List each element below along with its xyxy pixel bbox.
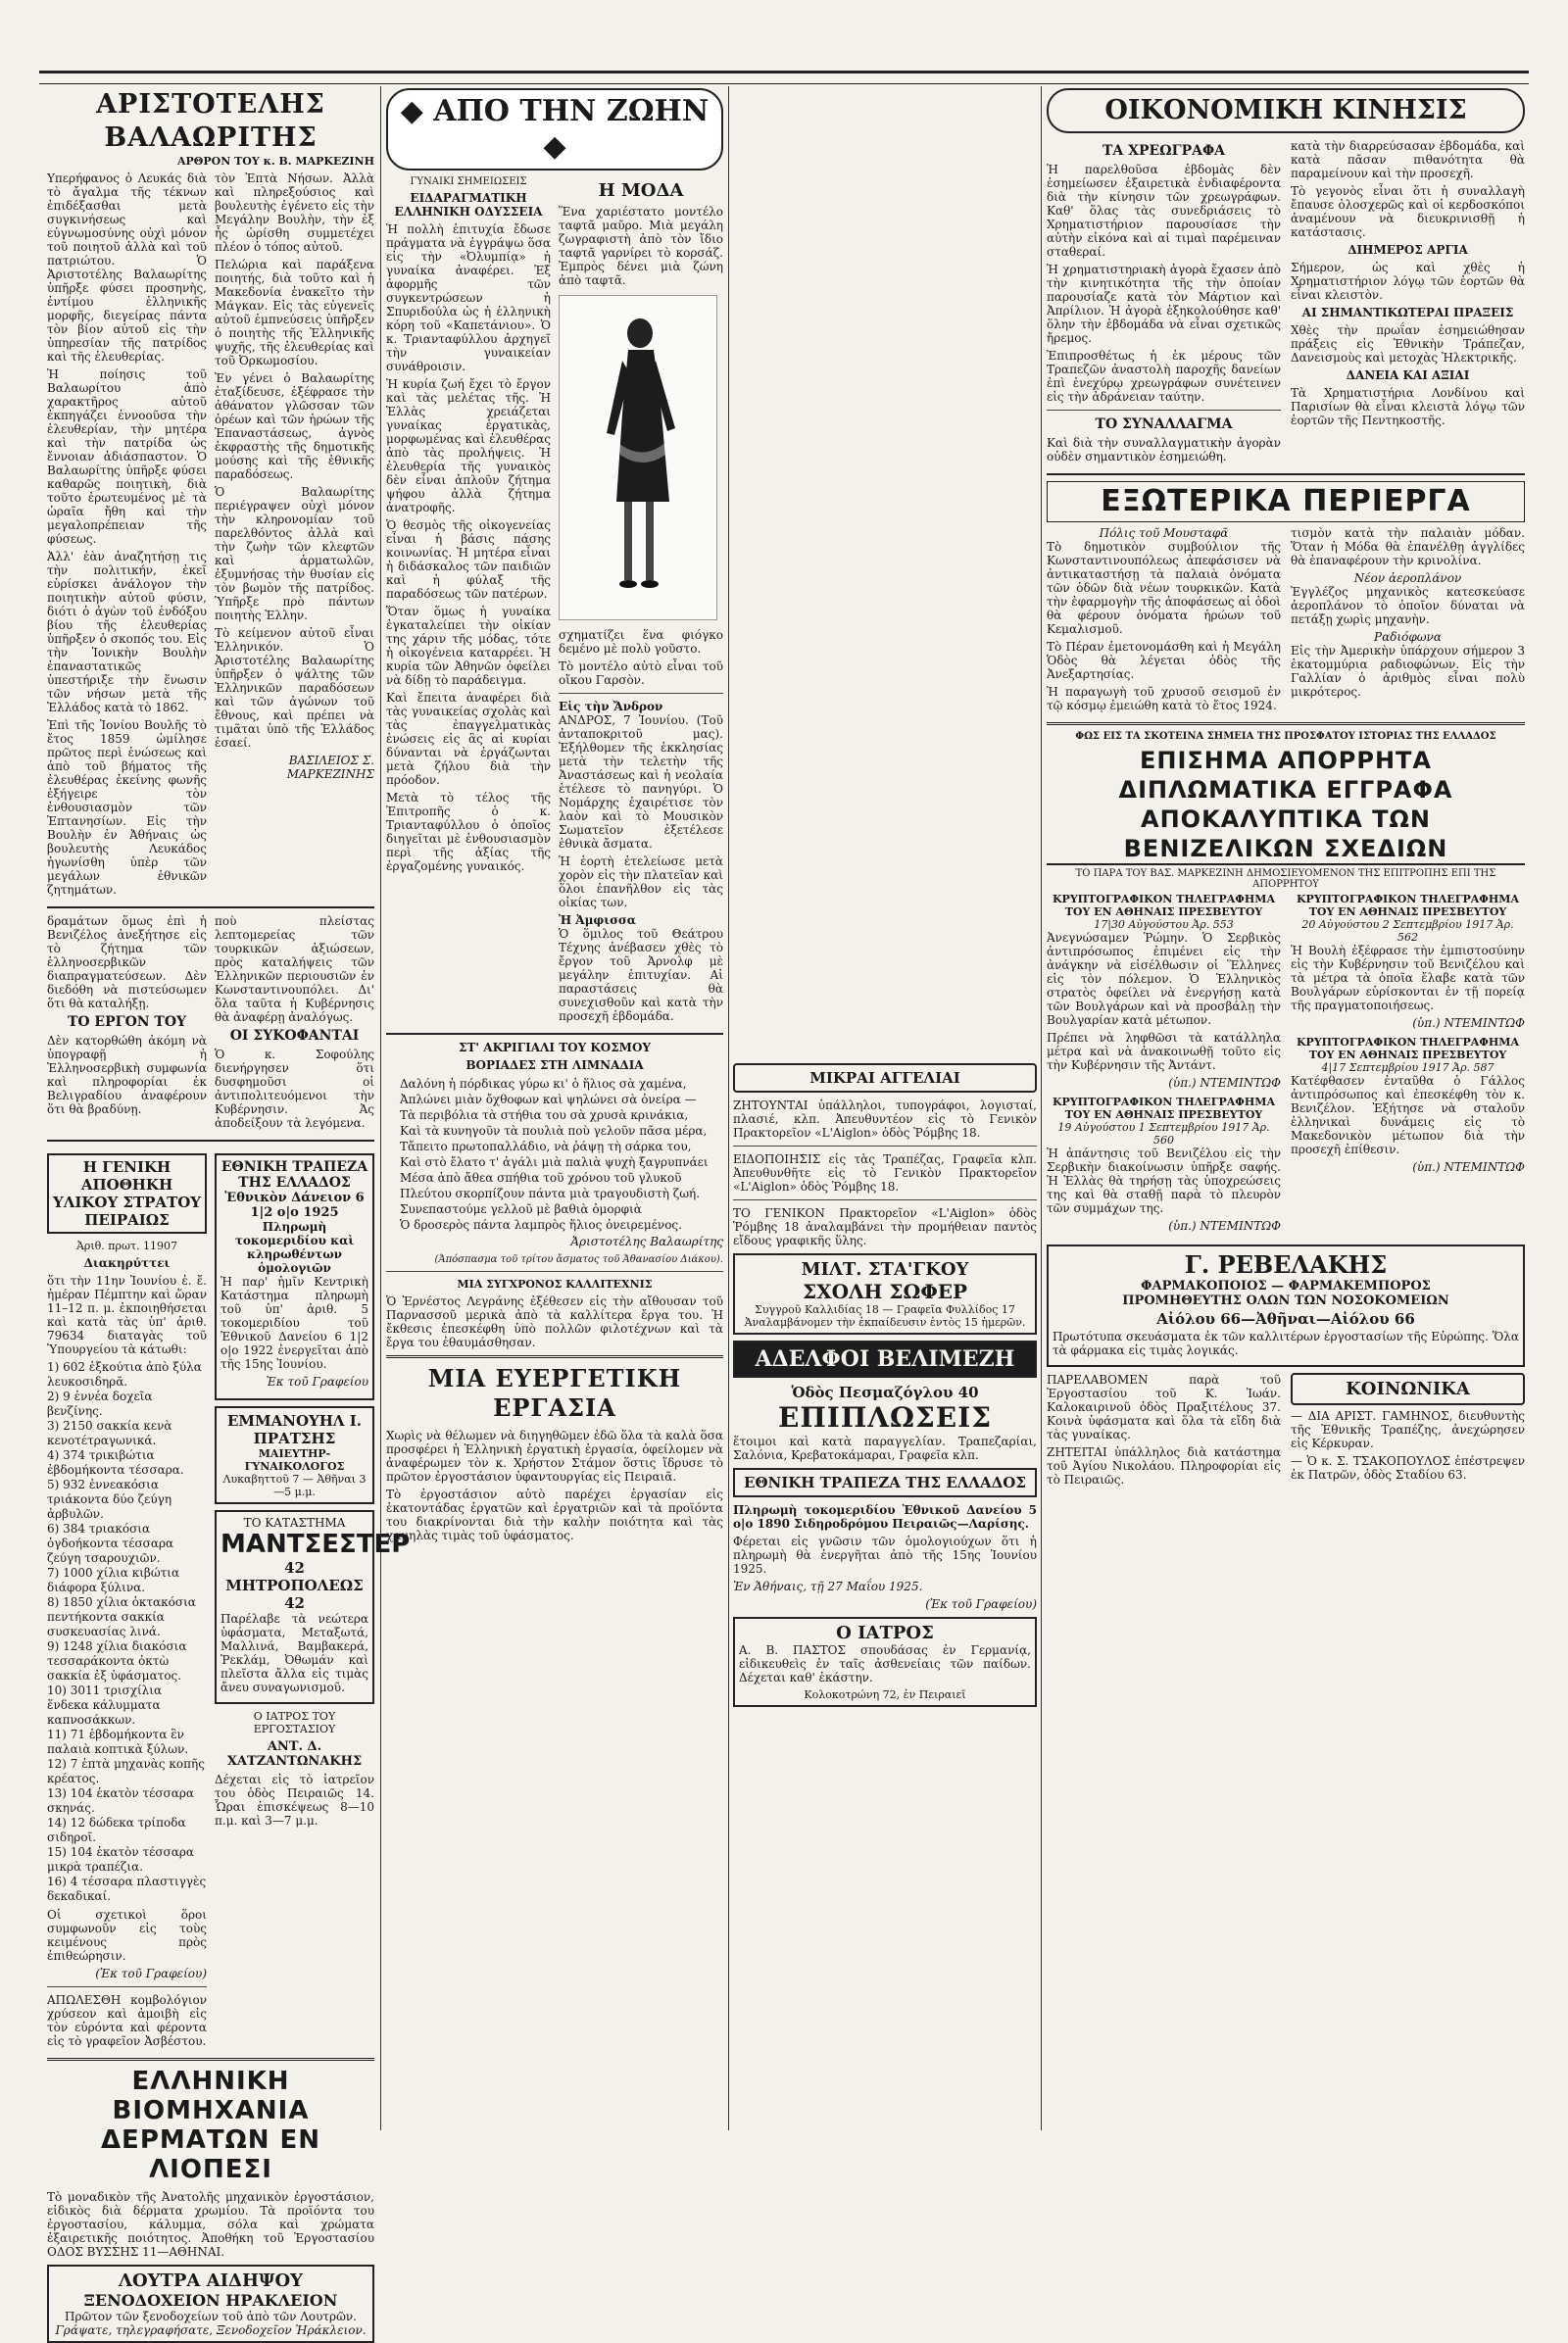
notice-title: Η ΓΕΝΙΚΗ ΑΠΟΘΗΚΗ ΥΛΙΚΟΥ ΣΤΡΑΤΟΥ ΠΕΙΡΑΙΩΣ [52,1158,202,1229]
notice-item: 7) 1000 χίλια κιβώτια διάφορα ξύλινα. [47,1566,180,1594]
fashion-footer: Τὸ μοντέλο αὐτὸ εἶναι τοῦ οἴκου Γαρσὸν. [559,659,723,687]
report-heading: Ἡ Ἀμφισσα [559,913,636,927]
leather-ad-text: Τὸ μοναδικὸν τῆς Ἀνατολῆς μηχανικὸν ἐργοστάσιον, εἰδικὸς διὰ δέρματα χρωμίου. Τὰ προϊόντα του ἐργοστασίου, κάλυμμα, σόλα καὶ χρώματα ἐξαιρετικῆς ποιότητος. Ἀποθήκη τοῦ Ἐργοστασίου ΟΔΟΣ ΒΥΣΣΗΣ 11—ΑΘΗΝΑΙ. [47,2190,374,2259]
article-paragraph: Πελώρια καὶ παράξενα ποιητής, διὰ τοῦτο καὶ ἡ Μακεδονία ἐνακεῖτο τὴν Μάγκαν. Εἰς τὰς εὐγενεῖς αὐτοῦ ἐμπνεύσεις ὑπῆρξεν ὁ ποιητὴς τῆς Ἑλληνικῆς ψυχῆς, τῆς ἐλευθερίας καὶ τοῦ Ὀρκωμοσίου. [215,258,374,367]
notice-item: 1) 602 ἐξκούτια ἀπὸ ξύλα λευκοσιδηρᾶ. [47,1360,202,1389]
notice-item: 11) 71 ἑβδομήκοντα ἓν παλαιὰ κοπτικὰ ξύλων. [47,1728,189,1756]
notice-item: 8) 1850 χίλια ὀκτακόσια πεντήκοντα σακκία συσκευασίας λινά. [47,1595,196,1638]
notice-item: 15) 104 ἑκατὸν τέσσαρα μικρὰ τραπέζια. [47,1845,194,1874]
notice-item: 12) 7 ἑπτὰ μηχανὰς κοπῆς κρέατος. [47,1757,205,1785]
item-paragraph: Τὸ Πέραν ἐμετονομάσθη καὶ ἡ Μεγάλη Ὁδὸς θὰ λέγεται ὁδὸς τῆς Ἀνεξαρτησίας. [1047,640,1281,681]
shop-pretitle: ΤΟ ΚΑΤΑΣΤΗΜΑ [243,1516,346,1530]
bank-ad-source: Ἐκ τοῦ Γραφείου [266,1375,368,1389]
notice-source: (Ἐκ τοῦ Γραφείου) [95,1967,207,1980]
notice-subtitle: Διακηρύττει [83,1256,171,1270]
fashion-text: Ἕνα χαριέστατο μοντέλο ταφτᾶ μαῦρο. Μιὰ μεγάλη ζωγραφιστὴ ἀπὸ τὸν ἴδιο ταφτᾶ γαρνίρει τὸ κορσάζ. Ἐμπρὸς δένει μιὰ ζώνη ἀπὸ ταφτᾶ. [559,205,723,287]
poem-source: (Ἀπόσπασμα τοῦ τρίτου ἄσματος τοῦ Ἀθανασίου Διάκου). [434,1254,723,1265]
furniture-ad-address: Ὁδὸς Πεσμαζόγλου 40 [791,1384,979,1401]
telegram-date: 4|17 Σεπτεμβρίου 1917 Ἀρ. 587 [1321,1061,1494,1074]
article-paragraph: Ὁ θεσμὸς τῆς οἰκογενείας εἶναι ἡ βάσις πάσης κοινωνίας. Ἡ μητέρα εἶναι ἡ διδάσκαλος τῶν παιδιῶν καὶ ἡ φύλαξ τῆς παραδόσεως τῶν πατέρων. [386,518,551,601]
poem-line: Τὰ περιβόλια τὰ στήθια του σὰ χρυσὰ κρινάκια, [400,1108,689,1122]
school-text: Ἀναλαμβάνομεν τὴν ἐκπαίδευσιν ἐντὸς 15 ἡμερῶν. [744,1316,1026,1329]
telegram-text: Ἡ Βουλὴ ἐξέφρασε τὴν ἐμπιστοσύνην εἰς τὴν Κυβέρνησιν τοῦ Βενιζέλου καὶ τὰ μέτρα τὰ ὁποῖα ἔλαβε κατὰ τῶν Βουλγάρων εὑρίσκονται ἐν τῇ πορείᾳ τῆς πραγματοποιήσεως. [1291,944,1525,1012]
telegram-signature: (ὑπ.) ΝΤΕΜΙΝΤΩΦ [1168,1219,1281,1233]
doctor-ad [215,1406,374,1504]
article-paragraph: Τὸ κείμενον αὐτοῦ εἶναι Ἑλληνικόν. Ὁ Ἀριστοτέλης Βαλαωρίτης ὑπῆρξεν ὁ ψάλτης τῶν Ἑλληνικῶν παραδόσεων καὶ τῶν ἀγώνων τοῦ ἔθνους, καὶ πρέπει νὰ τιμᾶται ὑπὸ τῆς Ἑλλάδος ἐσαεί. [215,626,374,750]
article-paragraph: Χωρὶς νὰ θέλωμεν νὰ διηγηθῶμεν ἐδῶ ὅλα τὰ καλὰ ὅσα προσφέρει ἡ Ἑλληνικὴ ἐργατικὴ ἐργασία, ὀφείλομεν νὰ ἀναφέρωμεν τὸν κ. Χρήστον Στάμον ὅστις ἵδρυσε τὸ πρῶτον ἐργοστάσιον ὑφαντουργίας εἰς Πειραιᾶ. [386,1429,723,1484]
telegram-text: Ἡ ἀπάντησις τοῦ Βενιζέλου εἰς τὴν Σερβικὴν διακοίνωσιν ὑπῆρξε σαφής. Ἡ Ἑλλὰς θὰ τηρήσῃ τὰς ὑποχρεώσεις της καὶ θὰ σταθῇ παρὰ τὸ πλευρὸν τῶν συμμάχων της. [1047,1147,1281,1215]
school-address: Συγγροῦ Καλλιδίας 18 — Γραφεῖα Φυλλίδος 17 [755,1303,1015,1316]
pharmacy-address: Αἰόλου 66—Ἀθῆναι—Αἰόλου 66 [1156,1310,1415,1328]
furniture-ad-big: ΕΠΙΠΛΩΣΕΙΣ [777,1401,992,1434]
news-paragraph: δραμάτων ὅμως ἐπὶ ἡ Βενιζέλος ἀνεξήτησε εἰς τὸ ζήτημα τῶν ἑλληνοσερβικῶν διαπραγματεύσεων. Δὲν διεδόθη νὰ πιστεύσωμεν ὅτι θὰ καταλήξῃ. [47,914,207,1010]
bank-ad [215,1153,374,1400]
doctor2-head: Ο ΙΑΤΡΟΣ ΤΟΥ ΕΡΓΟΣΤΑΣΙΟΥ [253,1710,336,1735]
notice-ref: Ἀριθ. πρωτ. 11907 [75,1240,178,1252]
notice-item-list [47,1360,207,1904]
section-heading: ΟΙ ΣΥΚΟΦΑΝΤΑΙ [229,1028,360,1044]
notice-item: 16) 4 τέσσαρα πλαστιγγὲς δεκαδικαί. [47,1875,207,1903]
social-item: — ΔΙΑ ΑΡΙΣΤ. ΓΑΜΗΝΟΣ, διευθυντὴς τῆς Ἐθνικῆς Τραπέζης, ἀνεχώρησεν εἰς Κέρκυραν. [1291,1409,1525,1450]
notice-item: 10) 3011 τρισχίλια ἕνδεκα κάλυμματα καπνοσάκκων. [47,1684,163,1727]
report-text: Ὁ ὅμιλος τοῦ Θεάτρου Τέχνης ἀνέβασεν χθὲς τὸ ἔργον τοῦ Ἀρνολφ μὲ μεγάλην ἐπιτυχίαν. Αἱ παραστάσεις θὰ συνεχισθοῦν καὶ κατὰ τὴν προσεχῆ ἑβδομάδα. [559,927,723,1023]
notice-item: 9) 1248 χίλια διακόσια τεσσαράκοντα ὀκτὼ σακκία ἐξ ὑφάσματος. [47,1639,187,1683]
school-ad [733,1253,1037,1335]
finance-paragraph: Τὰ Χρηματιστήρια Λονδίνου καὶ Παρισίων θὰ εἶναι κλειστὰ λόγῳ τῶν ἑορτῶν τῆς Πεντηκοστῆς. [1291,386,1525,427]
classified-ad: ΕΙΔΟΠΟΙΗΣΙΣ εἰς τὰς Τραπέζας, Γραφεῖα κλπ. Ἀπευθυνθῆτε εἰς τὸ Γενικὸν Πρακτορεῖον «L'Aiglon» ὁδὸς Ῥόμβης 18. [733,1152,1037,1194]
notice-item: 5) 932 ἐννεακόσια τριάκοντα δύο ζεύγη ἀρβυλῶν. [47,1478,172,1521]
poem-signature: Ἀριστοτέλης Βαλαωρίτης [570,1235,723,1248]
report-text: Ἡ ἑορτὴ ἐτελείωσε μετὰ χορὸν εἰς τὴν πλατεῖαν καὶ ὅλοι ἐπανῆλθον εἰς τὰς οἰκίας των. [559,854,723,909]
bank-ad-line: Πληρωμὴ τοκομεριδίου Ἐθνικοῦ Δανείου 5 ο|ο 1890 Σιδηροδρόμου Πειραιῶς—Λαρίσης. [733,1503,1037,1531]
masthead-rule [39,71,1529,84]
finance-paragraph: Χθὲς τὴν πρωΐαν ἐσημειώθησαν πράξεις εἰς Ἐθνικὴν Τράπεζαν, Δανεισμοὺς καὶ μετοχὰς Ἠλεκτρικῆς. [1291,323,1525,365]
article-paragraph: Ἡ κυρία ζωή ἔχει τὸ ἔργον καὶ τὰς μελέτας τῆς. Ἡ Ἑλλὰς χρειάζεται γυναίκας ἐργατικὰς, μορφωμένας καὶ ἐλευθέρας ἀπὸ τὰς προλήψεις. Ἡ ἐλευθερία τῆς γυναικὸς δὲν εἶναι ἁπλοῦν ζήτημα ψήφου ἀλλὰ ζήτημα ἀνατροφῆς. [386,377,551,514]
article-heading: ΕΙΔΑΡΑΓΜΑΤΙΚΗ ΕΛΛΗΝΙΚΗ ΟΔΥΣΣΕΙΑ [394,191,543,219]
pharmacy-name: Γ. ΡΕΒΕΛΑΚΗΣ [1184,1250,1388,1279]
bank-ad-title: ΕΘΝΙΚΗ ΤΡΑΠΕΖΑ ΤΗΣ ΕΛΛΑΔΟΣ [744,1474,1026,1491]
article-paragraph: Ὁ Ἐρνέστος Λεγράνης ἐξέθεσεν εἰς τὴν αἴθουσαν τοῦ Παρνασσοῦ μερικὰ ἀπὸ τὰ καλλίτερα ἔργα του. Ἡ ἔκθεσις ἐπεσκέφθη ὑπὸ πολλῶν φιλοτέχνων καὶ τὰ ἔργα του ἐθαυμάσθησαν. [386,1294,723,1349]
notice-item: 2) 9 ἐννέα δοχεῖα βενζίνης. [47,1390,153,1418]
doctor-name: ΕΜΜΑΝΟΥΗΛ Ι. ΠΡΑΤΣΗΣ [226,1412,363,1447]
notice-footer: Οἱ σχετικοὶ ὅροι συμφωνοῦν εἰς τοὺς κειμένους πρὸς ἐπιθεώρησιν. [47,1908,207,1963]
poem-line: Καὶ τὰ κυνηγοῦν τὰ πουλιὰ ποὺ γελοῦν πᾶσα μέρα, [400,1124,708,1138]
notice-item: 14) 12 δώδεκα τρίποδα σιδηροῖ. [47,1816,186,1844]
section-title: ΕΞΩΤΕΡΙΚΑ ΠΕΡΙΕΡΓΑ [1047,481,1525,522]
poem-line: Δαλόνη ἡ πόρδικας γύρω κι' ὁ ἥλιος σὰ χαμένα, [400,1077,687,1091]
classified-ad: ΠΑΡΕΛΑΒΟΜΕΝ παρὰ τοῦ Ἐργοστασίου τοῦ Κ. Ἰωάν. Καλοκαιρινοῦ ὁδὸς Πραξιτέλους 37. Κοινὰ ὑφάσματα καὶ ὅλα τὰ εἴδη διὰ τὰς γυναίκας. [1047,1373,1281,1441]
shop-text: Παρέλαβε τὰ νεώτερα ὑφάσματα, Μεταξωτά, Μαλλινά, Βαμβακερά, Ῥεκλάμ, Ὀθωμάν καὶ πλεῖστα ἄλλα εἰς τιμὰς ἄνευ συναγωνισμοῦ. [220,1612,368,1694]
section-heading: ΤΑ ΧΡΕΩΓΡΑΦΑ [1102,143,1226,159]
section-heading: ΤΟ ΕΡΓΟΝ ΤΟΥ [67,1014,187,1030]
poem-line: Συνεπαστούμε γελλοῦ μὲ βαθιὰ ὀμορφιὰ [400,1202,642,1216]
doctor3-text: Α. Β. ΠΑΣΤΟΣ σπουδάσας ἐν Γερμανίᾳ, εἰδικευθεὶς ἐν ταῖς ἀσθενείαις τῶν παίδων. Δέχεται καθ' ἑκάστην. [739,1643,1031,1684]
shop-name: ΜΑΝΤΣΕΣΤΕΡ [220,1530,411,1559]
telegram-signature: (ὑπ.) ΝΤΕΜΙΝΤΩΦ [1168,1076,1281,1090]
column-4 [1047,88,1525,2126]
fashion-illustration-icon [559,295,717,620]
finance-paragraph: κατὰ τὴν διαρρεύσασαν ἑβδομάδα, καὶ κατὰ πᾶσαν πιθανότητα θὰ παραμείνουν καὶ τὴν προσεχῆ. [1291,139,1525,180]
column-divider [1041,86,1042,2130]
article-paragraph: Ἐν γένει ὁ Βαλαωρίτης ἐταξίδευσε, ἐξέφρασε τὴν ἀθάνατον γλῶσσαν τῶν ὀρέων καὶ τῶν ἡρώων τῆς Ἑπαναστάσεως, ἀγνὸς ἐκφραστὴς τῆς δημοτικῆς μούσης καὶ τῆς ἐθνικῆς παραδόσεως. [215,371,374,481]
article-paragraph: Ἡ ποίησις τοῦ Βαλαωρίτου ἀπὸ χαρακτῆρος αὐτοῦ ἐκπηγάζει ἐννοοῦσα τὴν ἐλευθερίαν, τὴν μητέρα καὶ τὴν πατρίδα ὡς ἔννοιαν ἀδιάσπαστον. Ὁ Βαλαωρίτης ὑπῆρξε φύσει καθαρῶς ποιητικὴ, διὰ τοῦτο ἐρωτευμένος μὲ τὰ ὡραῖα ἤθη καὶ τὴν μεγαλοπρέπειαν τῆς φύσεως. [47,367,207,546]
report-text: ΑΝΔΡΟΣ, 7 Ἰουνίου. (Τοῦ ἀνταποκριτοῦ μας). Ἐξήλθομεν τῆς ἐκκλησίας μετὰ τὴν τελετὴν τῆς Ἀναστάσεως καὶ ἡ νεολαία ἐτέλεσε τὸ πανηγύρι. Ὁ Νομάρχης ἐχαιρέτισε τὸν λαὸν καὶ τὸ Μουσικὸν Σωματεῖον ἐξετέλεσε ἐθνικὰ ἄσματα. [559,713,723,851]
news-paragraph: Δὲν κατορθώθη ἀκόμη νὰ ὑπογραφῇ ἡ Ἑλληνοσερβικὴ συμφωνία καὶ πληροφορίαι ἐκ Βελιγραδίου ἀναφέρουν ὅτι θὰ βραδύνῃ. [47,1034,207,1116]
section-heading: ΜΙΑ ΣΥΓΧΡΟΝΟΣ ΚΑΛΛΙΤΕΧΝΙΣ [457,1278,653,1291]
telegram-date: 17|30 Αὐγούστου Ἀρ. 553 [1094,918,1234,931]
doctor3-title: Ο ΙΑΤΡΟΣ [836,1623,934,1643]
article-title: ΑΡΙΣΤΟΤΕΛΗΣ ΒΑΛΑΩΡΙΤΗΣ [96,89,325,153]
section-heading: ΔΑΝΕΙΑ ΚΑΙ ΑΞΙΑΙ [1346,368,1470,382]
report-heading: Εἰς τὴν Ἄνδρον [559,700,663,713]
column-1 [47,88,411,2337]
banner-text: ΑΠΟ ΤΗΝ ΖΩΗΝ [433,94,710,128]
school-owner: ΜΙΛΤ. ΣΤΑ'ΓΚΟΥ [801,1259,969,1280]
bank-ad [733,1468,1037,1497]
bank-ad-date: Ἐν Ἀθήναις, τῇ 27 Μαΐου 1925. [733,1580,923,1593]
news-paragraph: Ὁ κ. Σοφούλης διενήργησεν ὅτι δυσφημοῦσι οἱ ἀντιπολιτευόμενοι τὴν Κυβέρνησιν. Ἀς ἀποδείξουν τὰ λεγόμενα. [215,1048,374,1130]
article-paragraph: Καὶ ἔπειτα ἀναφέρει διὰ τὰς γυναικείας σχολὰς καὶ τὰς ἐπαγγελματικὰς ἑνώσεις εἰς ἃς αἱ κυρίαι δύνανται νὰ ἐργάζωνται μετὰ ζήλου διὰ τὴν πρόοδον. [386,691,551,787]
item-heading: Ραδιόφωνα [1374,630,1442,644]
section-banner: ΟΙΚΟΝΟΜΙΚΗ ΚΙΝΗΣΙΣ [1047,88,1525,133]
article-paragraph: Μετὰ τὸ τέλος τῆς Ἐπιτροπῆς ὁ κ. Τριανταφύλλου ὁ ὁποῖος διηγεῖται μὲ ἐνθουσιασμὸν περὶ τῆς ἀξίας τῆς ἐργαζομένης γυναικός. [386,791,551,873]
article-title: ΜΙΑ ΕΥΕΡΓΕΤΙΚΗ ΕΡΓΑΣΙΑ [427,1364,682,1422]
section-heading: ΤΟ ΣΥΝΑΛΛΑΓΜΑ [1095,416,1233,432]
finance-paragraph: Ἡ χρηματιστηριακὴ ἀγορὰ ἔχασεν ἀπὸ τὴν κινητικότητα τῆς τὴν ὁποίαν παρουσίαζε κατὰ τὸν Μάρτιον καὶ Ἀπρίλιον. Ἡ ἀγορὰ ἐξηκολούθησε καθ' ὅλην τὴν ἑβδομάδα νὰ εἶναι σχετικῶς ἤρεμος. [1047,263,1281,345]
telegram-heading: ΚΡΥΠΤΟΓΡΑΦΙΚΟΝ ΤΗΛΕΓΡΑΦΗΜΑ ΤΟΥ ΕΝ ΑΘΗΝΑΙΣ ΠΡΕΣΒΕΥΤΟΥ [1052,893,1275,918]
poem-line: Ἀπλώνει μιὰν ὄχθοφων καὶ ψηλώνει σὰ ὀνείρα — [400,1093,697,1106]
article-signature: ΒΑΣΙΛΕΙΟΣ Σ. ΜΑΡΚΕΖΙΝΗΣ [286,754,374,781]
bank-ad-source: (Ἐκ τοῦ Γραφείου) [925,1597,1037,1611]
banner-ornament-icon: ◆ [543,129,566,164]
bath-ad-subtitle: ΞΕΝΟΔΟΧΕΙΟΝ ΗΡΑΚΛΕΙΟΝ [83,2291,338,2310]
furniture-ad-text: ἕτοιμοι καὶ κατὰ παραγγελίαν. Τραπεζαρίαι, Σαλόνια, Κρεβατοκάμαραι, Γραφεῖα κλπ. [733,1435,1037,1462]
article-paragraph: Ὅταν ὅμως ἡ γυναίκα ἐγκαταλείπει τὴν οἰκίαν της χάριν τῆς μόδας, τότε ἡ οἰκογένεια καταρρέει. Ἡ κυρία τῶν Ἀθηνῶν ὀφείλει νὰ δίδῃ τὸ παράδειγμα. [386,605,551,687]
item-paragraph: Ἐγγλέζος μηχανικὸς κατεσκεύασε ἀεροπλάνον τὸ ὁποῖον δύναται νὰ πετάξῃ χωρὶς μηχανὴν. [1291,585,1525,626]
banner-ornament-icon: ◆ [400,94,434,128]
telegram-signature: (ὑπ.) ΝΤΕΜΙΝΤΩΦ [1412,1016,1525,1030]
school-name: ΣΧΟΛΗ ΣΩΦΕΡ [802,1280,968,1303]
telegram-text: Ἀνεγνώσαμεν Ῥώμην. Ὁ Σερβικὸς ἀντιπρόσωπος ἐπιμένει εἰς τὴν ἀνάγκην νὰ εἰσέλθωσιν οἱ Ἕλληνες εἰς τὸν πόλεμον. Ὁ Ἑλληνικὸς στρατὸς ὀφείλει νὰ ἐνεργήσῃ κατὰ τῶν Βουλγάρων καὶ νὰ προσβάλῃ τὴν Βουλγαρίαν κατὰ μέτωπον. [1047,931,1281,1027]
doctor-address: Λυκαβηττοῦ 7 — Ἀθῆναι 3—5 μ.μ. [222,1473,367,1498]
bath-ad-text: Πρῶτον τῶν ξενοδοχείων τοῦ ἀπὸ τῶν Λουτρῶν. [64,2310,357,2323]
bath-ad [47,2265,374,2343]
shop-address: 42 ΜΗΤΡΟΠΟΛΕΩΣ 42 [225,1559,364,1612]
feature-title-line1: ΕΠΙΣΗΜΑ ΑΠΟΡΡΗΤΑ ΔΙΠΛΩΜΑΤΙΚΑ ΕΓΓΡΑΦΑ [1118,747,1453,804]
telegram-heading: ΚΡΥΠΤΟΓΡΑΦΙΚΟΝ ΤΗΛΕΓΡΑΦΗΜΑ ΤΟΥ ΕΝ ΑΘΗΝΑΙΣ ΠΡΕΣΒΕΥΤΟΥ [1296,893,1519,918]
telegram-text: Πρέπει νὰ ληφθῶσι τὰ κατάλληλα μέτρα καὶ νὰ ἀνακοινωθῇ τοῦτο εἰς τὴν Κυβέρνησιν τῆς Ἀντάντ. [1047,1031,1281,1072]
classified-ad: ΑΠΩΛΕΣΘΗ κομβολόγιον χρύσεον καὶ ἀμοιβὴ εἰς τὸν εὑρόντα καὶ φέροντα εἰς τὸ γραφεῖον Ἀσβέστου. [47,1993,207,2048]
item-paragraph: Εἰς τὴν Ἀμερικὴν ὑπάρχουν σήμερον 3 ἑκατομμύρια ραδιοφώνων. Εἰς τὴν Γαλλίαν ὁ ἀριθμὸς εἶναι πολὺ μικρότερος. [1291,644,1525,699]
telegram-date: 20 Αὐγούστου 2 Σεπτεμβρίου 1917 Ἀρ. 562 [1301,918,1514,944]
article-byline: ΑΡΘΡΟΝ ΤΟΥ κ. Β. ΜΑΡΚΕΖΙΝΗ [177,155,374,168]
bank-ad-subtitle: Ἐθνικὸν Δάνειον 6 1|2 ο|ο 1925 [224,1191,365,1220]
column-divider [728,86,729,2130]
classified-ad: ΖΗΤΟΥΝΤΑΙ ὑπάλληλοι, τυπογράφοι, λογισταί, πλασιέ, κλπ. Ἀπευθυντέον εἰς τὸ Γενικὸν Πρακτορεῖον «L'Aiglon» ὁδὸς Ῥόμβης 18. [733,1098,1037,1140]
classified-ad: ΖΗΤΕΙΤΑΙ ὑπάλληλος διὰ κατάστημα τοῦ Ἀγίου Νικολάου. Πληροφορίαι εἰς τὸ Πειραιῶς. [1047,1445,1281,1487]
bath-ad-footer: Γράψατε, τηλεγραφήσατε, Ξενοδοχεῖον Ἡράκλειον. [55,2323,367,2337]
item-paragraph: Τὸ δημοτικὸν συμβούλιον τῆς Κωνσταντινουπόλεως ἀπεφάσισεν νὰ ἀντικαταστήσῃ τὰ παλαιὰ ὀνόματα τῶν ὁδῶν διὰ νέων τουρκικῶν. Κατὰ τὴν ἐφαρμογὴν τῆς ἀποφάσεως αἱ ὁδοὶ θὰ φέρουν ὀνόματα ἡρώων τοῦ Κεμαλισμοῦ. [1047,540,1281,636]
bank-ad-text: Φέρεται εἰς γνῶσιν τῶν ὁμολογιούχων ὅτι ἡ πληρωμὴ θὰ ἐνεργῆται ἀπὸ τῆς 15ης Ἰουνίου 1925. [733,1535,1037,1576]
feature-kicker: ΦΩΣ ΕΙΣ ΤΑ ΣΚΟΤΕΙΝΑ ΣΗΜΕΙΑ ΤΗΣ ΠΡΟΣΦΑΤΟΥ ΙΣΤΟΡΙΑΣ ΤΗΣ ΕΛΛΑΔΟΣ [1075,731,1496,742]
doctor3-address: Κολοκοτρώνη 72, ἐν Πειραιεῖ [804,1688,966,1701]
article-paragraph: Υπερήφανος ὁ Λευκάς διὰ τὸ ἄγαλμα τῆς τέκνων ἐπιδέξασθαι μετὰ συγκινήσεως καὶ εὐγνωμοσύνης οὐχὶ μόνον τοῦ ποιητοῦ ἀλλὰ καὶ τοῦ πατριώτου. Ὁ Ἀριστοτέλης Βαλαωρίτης ὑπῆρξε φύσει προσηνὴς, ἐντίμου ἑλληνικῆς μορφῆς, διεγείρας πάντα τὸν βίον αὐτοῦ εἰς τὴν ὑπηρεσίαν τῆς πατρίδος καὶ τῆς ἐλευθερίας. [47,171,207,364]
telegram-signature: (ὑπ.) ΝΤΕΜΙΝΤΩΦ [1412,1160,1525,1174]
telegram-heading: ΚΡΥΠΤΟΓΡΑΦΙΚΟΝ ΤΗΛΕΓΡΑΦΗΜΑ ΤΟΥ ΕΝ ΑΘΗΝΑΙΣ ΠΡΕΣΒΕΥΤΟΥ [1296,1036,1519,1061]
article-paragraph: Ἀλλ' ἐὰν ἀναζητήσῃ τις τὴν πολιτικήν, ἐκεῖ εὑρίσκει ἀνάλογον τὴν ποιητικὴν αὐτοῦ φύσιν, διότι ὁ ἀγὼν τοῦ ἐνδόξου βίου τῆς ἐλευθερίας ὑπῆρξεν ὁ σκοπός του. Εἰς τὴν Ἰονικὴν Βουλὴν ἐπαναστατικῶς ὑπεστήριξε τὴν ἕνωσιν τῶν νήσων μετὰ τῆς Ἑλλάδος κατὰ τὸ 1862. [47,550,207,714]
pharmacy-ad [1047,1245,1525,1367]
telegram-heading: ΚΡΥΠΤΟΓΡΑΦΙΚΟΝ ΤΗΛΕΓΡΑΦΗΜΑ ΤΟΥ ΕΝ ΑΘΗΝΑΙΣ ΠΡΕΣΒΕΥΤΟΥ [1052,1096,1275,1121]
item-paragraph: τισμὸν κατὰ τὴν παλαιὰν μόδαν. Ὅταν ἡ Μόδα θὰ ἐπανέλθῃ ἀγγλίδες θὰ ἐπαναφέρουν τὴν κρινολίνα. [1291,526,1525,567]
kicker: ΓΥΝΑΙΚΙ ΣΗΜΕΙΩΣΕΙΣ [410,176,527,187]
section-heading: ΑΙ ΣΗΜΑΝΤΙΚΩΤΕΡΑΙ ΠΡΑΞΕΙΣ [1301,306,1514,319]
article-paragraph: Ὁ Βαλαωρίτης περιέγραψεν οὐχὶ μόνον τὴν κληρονομίαν τοῦ παρελθόντος ἀλλὰ καὶ τὴν ζωὴν τῶν κλεφτῶν καὶ ἁρματωλῶν, ἐξυμνήσας τὴν θυσίαν εἰς τὸν βωμὸν τῆς πατρίδος. Ὑπῆρξε πρὸ πάντων ποιητὴς Ἑλλην. [215,485,374,622]
classified-ad: ΤΟ ΓΕΝΙΚΟΝ Πρακτορεῖον «L'Aiglon» ὁδὸς Ῥόμβης 18 ἀναλαμβάνει τὴν προμήθειαν παντὸς εἴδους γραφικῆς ὕλης. [733,1206,1037,1247]
telegram-text: Κατέφθασεν ἐνταῦθα ὁ Γάλλος ἀντιπρόσωπος καὶ ἐπεσκέφθη τὸν κ. Βενιζέλον. Ἐξήτησε νὰ σταλοῦν ἑλληνικαὶ δυνάμεις εἰς τὸ Μακεδονικὸν μέτωπον διὰ τὴν προσεχῆ ἐπίθεσιν. [1291,1074,1525,1156]
classifieds-banner: ΜΙΚΡΑΙ ΑΓΓΕΛΙΑΙ [733,1063,1037,1093]
article-paragraph: Τὸ ἐργοστάσιον αὐτὸ παρέχει ἐργασίαν εἰς ἑκατοντάδας ἐργατῶν καὶ ἐργατριῶν καὶ τὰ προϊόντα του διακρίνονται διὰ τὴν καλὴν ποιότητα καὶ τὰς χαμηλὰς τιμὰς τοῦ ὑφάσματος. [386,1488,723,1542]
social-item: — Ὁ κ. Σ. ΤΣΑΚΟΠΟΥΛΟΣ ἐπέστρεψεν ἐκ Πατρῶν, ὁδὸς Σταδίου 63. [1291,1454,1525,1482]
section-heading: ΔΙΗΜΕΡΟΣ ΑΡΓΙΑ [1348,243,1468,257]
poem-line: Πλεύτου σκορπίζουν πάντα μιὰ τραγουδιστὴ ζωή. [400,1187,701,1200]
column-2 [386,88,723,2126]
notice-item: 4) 374 τρικιβώτια ἐβδομήκοντα τέσσαρα. [47,1448,184,1477]
notice-item: 13) 104 ἑκατὸν τέσσαρα σκηνάς. [47,1786,194,1815]
pharmacy-text: Πρωτότυπα σκευάσματα ἐκ τῶν καλλιτέρων ἐργοστασίων τῆς Εὐρώπης. Ὅλα τὰ φάρμακα εἰς τιμὰς λογικάς. [1053,1330,1519,1357]
telegram-date: 19 Αὐγούστου 1 Σεπτεμβρίου 1917 Ἀρ. 560 [1057,1121,1270,1147]
social-banner: ΚΟΙΝΩΝΙΚΑ [1291,1373,1525,1405]
finance-paragraph: Σήμερον, ὡς καὶ χθὲς ἡ Χρηματιστήριον λόγῳ τῶν ἑορτῶν θὰ εἶναι κλειστὸν. [1291,261,1525,302]
item-heading: Νέον ἀεροπλάνον [1353,571,1462,585]
bank-ad-line: Πληρωμὴ τοκομεριδίου καὶ κληρωθέντων ὁμολογιῶν [234,1220,355,1275]
fashion-title: Η ΜΟΔΑ [598,180,684,201]
shop-ad [215,1510,411,1704]
doctor2-name: ΑΝΤ. Δ. ΧΑΤΖΑΝΤΩΝΑΚΗΣ [226,1739,363,1769]
notice-item: 3) 2150 σακκία κενὰ κενοτέτραγωνικά. [47,1419,172,1447]
finance-paragraph: Τὸ γεγονὸς εἶναι ὅτι ἡ συναλλαγὴ ἔπαυσε ὁλοσχερῶς καὶ οἱ κερδοσκόποι ἀναμένουν νὰ διευκρινισθῇ ἡ κατάστασις. [1291,184,1525,239]
bank-ad-text: Ἡ παρ' ἡμῖν Κεντρικὴ Κατάστημα πληρωμὴ τοῦ ὑπ' ἀριθ. 5 τοκομεριδίου τοῦ Ἐθνικοῦ Δανείου 6 1|2 ο|ο 1922 ἐνεργεῖται ἀπὸ τῆς 15ης Ἰουνίου. [220,1275,368,1371]
pharmacy-role2: ΠΡΟΜΗΘΕΥΤΗΣ ΟΛΩΝ ΤΩΝ ΝΟΣΟΚΟΜΕΙΩΝ [1122,1294,1449,1308]
poem-body [386,1076,723,1233]
poem-line: Ὁ δροσερὸς πάντα λαμπρὸς ἥλιος ὀνειρεμένος. [400,1218,682,1232]
column-3 [733,1063,1037,2126]
article-paragraph: Ἐπὶ τῆς Ἰονίου Βουλῆς τὸ ἔτος 1859 ὡμίλησε πρῶτος περὶ ἑνώσεως καὶ ἀπὸ τοῦ βήματος τῆς ἐλευθέρας ἐκείνης φωνῆς ἐξήγειρε τὸν ἐνθουσιασμὸν τῶν Ἑπτανησίων. Εἰς τὴν Βουλὴν ἐν Ἀθήναις ὡς βουλευτὴς Λευκάδος ἠγωνίσθη ὑπὲρ τῶν μεγάλων ἐθνικῶν ζητημάτων. [47,718,207,897]
fashion-caption: σχηματίζει ἕνα φιόγκο δεμένο μὲ πολὺ γοῦστο. [559,628,723,656]
item-heading: Πόλις τοῦ Μουσταφᾶ [1099,526,1229,540]
furniture-ad-title: ΑΔΕΛΦΟΙ ΒΕΛΙΜΕΖΗ [755,1346,1015,1372]
doctor2-text: Δέχεται εἰς τὸ ἰατρεῖον του ὁδὸς Πειραιῶς 14. Ὧραι ἐπισκέψεως 8—10 π.μ. καὶ 3—7 μ.μ. [215,1773,374,1828]
leather-ad-title: ΕΛΛΗΝΙΚΗ ΒΙΟΜΗΧΑΝΙΑ ΔΕΡΜΑΤΩΝ ΕΝ ΛΙΟΠΕΣΙ [100,2067,321,2184]
article-paragraph: Ἡ πολλὴ ἐπιτυχία ἔδωσε πράγματα νὰ ἐγγράψω ὅσα εἰς τὴν «Ὀλυμπίᾳ» ἡ γυναίκα ἀναφέρει. Ἐξ ἀφορμῆς τῶν συγκεντρώσεων ἡ Σπυριδούλα ὡς ἡ ἑλληνικὴ κόρη τοῦ «Καπετάνιου». Ὁ κ. Τριανταφύλλου ἀρχηγεῖ τὴν γυναικείαν συνάθροισιν. [386,222,551,373]
notice-text: ὅτι τὴν 11ην Ἰουνίου ἐ. ἔ. ἡμέραν Πέμπτην καὶ ὥραν 11–12 π. μ. ἐκποιηθήσεται καὶ κατὰ τὰς ὑπ' ἀριθ. 79634 διαταγὰς τοῦ Ὑπουργείου τὰ κάτωθι: [47,1274,207,1356]
feature-subtitle: ΤΟ ΠΑΡΑ ΤΟΥ ΒΑΣ. ΜΑΡΚΕΖΙΝΗ ΔΗΜΟΣΙΕΥΟΜΕΝΟΝ ΤΗΣ ΕΠΙΤΡΟΠΗΣ ΕΠΙ ΤΗΣ ΑΠΟΡΡΗΤΟΥ [1075,868,1496,890]
bank-ad-title: ΕΘΝΙΚΗ ΤΡΑΠΕΖΑ ΤΗΣ ΕΛΛΑΔΟΣ [220,1159,368,1191]
poem-heading: ΣΤ' ΑΚΡΙΓΙΑΛΙ ΤΟΥ ΚΟΣΜΟΥ [459,1041,651,1054]
article-paragraph: τὸν Ἐπτὰ Νήσων. Ἀλλὰ καὶ πληρεξούσιος καὶ βουλευτὴς ἐγένετο εἰς τὴν Μεγάλην Βουλὴν, τὴν ἐξ ἧς ὡρίσθη συμμετέχει πλέον ὁ τόπος αὐτοῦ. [215,171,374,254]
feature-title-line2: ΑΠΟΚΑΛΥΠΤΙΚΑ ΤΩΝ ΒΕΝΙΖΕΛΙΚΩΝ ΣΧΕΔΙΩΝ [1047,805,1525,865]
poem-subheading: ΒΟΡΙΑΔΕΣ ΣΤΗ ΛΙΜΝΑΔΙΑ [466,1058,644,1072]
doctor3-ad [733,1617,1037,1707]
poem-line: Τἄπειτο πρωτοπαλλάδιο, νὰ ῥάψῃ τὴ σάρκα του, [400,1140,692,1153]
notice-item: 6) 384 τριακόσια ὀγδοήκοντα τέσσαρα ζεύγη τσαρουχιῶν. [47,1522,174,1565]
bath-ad-title: ΛΟΥΤΡΑ ΑΙΔΗΨΟΥ [119,2270,303,2291]
finance-paragraph: Ἡ παρελθοῦσα ἑβδομὰς δὲν ἐσημείωσεν ἐξαιρετικὰ ἐνδιαφέροντα διὰ τὴν κίνησιν τῶν χρεωγράφων. Καθ' ὅλας τὰς συνεδριάσεις τὸ Χρηματιστήριον παρουσίασε τὴν αὐτὴν εἰκόνα καὶ αἱ τιμαὶ παρέμειναν σταθεραί. [1047,163,1281,259]
pharmacy-role: ΦΑΡΜΑΚΟΠΟΙΟΣ — ΦΑΡΜΑΚΕΜΠΟΡΟΣ [1141,1279,1431,1294]
news-paragraph: ποὺ πλείστας λεπτομερείας τῶν τουρκικῶν ἀξιώσεων, πρὸς καταλήψεις τῶν Ἑλληνικῶν περιουσιῶν ἐν Κωνσταντινουπόλει. Δι' ὅλα ταῦτα ἡ Κυβέρνησις θὰ ἀναφέρῃ ἀναλόγως. [215,914,374,1024]
poem-line: Καὶ στὸ ἔλατο τ' ἀγάλι μιὰ παλιὰ ψυχὴ ξαγρυπνάει [400,1155,709,1169]
section-banner [386,88,723,171]
column-divider [380,86,381,2130]
finance-paragraph: Ἐπιπροσθέτως ἡ ἐκ μέρους τῶν Τραπεζῶν ἀναστολὴ παροχῆς δανείων ἐπὶ ἐνεχύρῳ χρεωγράφων συνέτεινεν εἰς τὴν ἀδράνειαν ταύτην. [1047,349,1281,404]
finance-paragraph: Καὶ διὰ τὴν συναλλαγματικὴν ἀγορὰν οὐδὲν σημαντικὸν ἐσημειώθη. [1047,436,1281,464]
item-paragraph: Ἡ παραγωγὴ τοῦ χρυσοῦ σεισμοῦ ἐν τῷ κόσμῳ ἐμειώθη κατὰ τὸ ἔτος 1924. [1047,685,1281,712]
furniture-ad [733,1341,1037,1378]
poem-line: Μέσα ἀπὸ ἄθεα σπήθια τοῦ χρόνου τοῦ γλυκοῦ [400,1171,682,1185]
notice-box [47,1153,207,1234]
doctor-specialty: ΜΑΙΕΥΤΗΡ-ΓΥΝΑΙΚΟΛΟΓΟΣ [244,1447,345,1473]
